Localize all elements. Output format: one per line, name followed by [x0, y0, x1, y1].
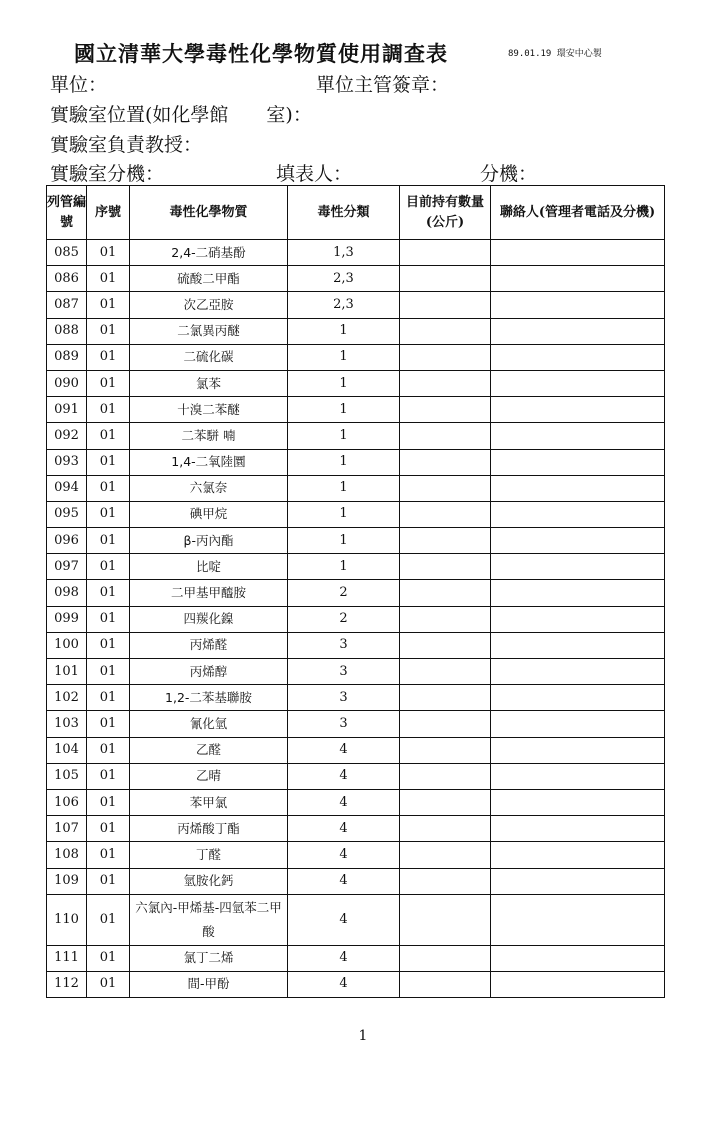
cell-seq: 01	[87, 789, 130, 815]
cell-list-no: 108	[47, 842, 87, 868]
cell-chemical-name: 氫胺化鈣	[130, 868, 288, 894]
cell-list-no: 096	[47, 528, 87, 554]
cell-contact-input[interactable]	[491, 606, 665, 632]
cell-toxicity: 3	[288, 632, 400, 658]
cell-chemical-name: 二甲基甲醯胺	[130, 580, 288, 606]
cell-chemical-name: 乙醛	[130, 737, 288, 763]
cell-toxicity: 1	[288, 501, 400, 527]
cell-toxicity: 1	[288, 318, 400, 344]
cell-seq: 01	[87, 240, 130, 266]
table-row	[47, 842, 665, 868]
cell-seq: 01	[87, 344, 130, 370]
cell-seq: 01	[87, 632, 130, 658]
table-header-row	[47, 186, 665, 240]
cell-seq: 01	[87, 266, 130, 292]
table-row	[47, 659, 665, 685]
cell-seq: 01	[87, 318, 130, 344]
cell-contact-input[interactable]	[491, 685, 665, 711]
cell-contact-input[interactable]	[491, 789, 665, 815]
cell-contact-input[interactable]	[491, 370, 665, 396]
cell-chemical-name: 氯丁二烯	[130, 945, 288, 971]
cell-contact-input[interactable]	[491, 945, 665, 971]
cell-chemical-name: 次乙亞胺	[130, 292, 288, 318]
cell-toxicity: 1	[288, 397, 400, 423]
cell-toxicity: 4	[288, 737, 400, 763]
cell-chemical-name: 苯甲氯	[130, 789, 288, 815]
cell-toxicity: 1,3	[288, 240, 400, 266]
table-row	[47, 554, 665, 580]
cell-toxicity: 1	[288, 423, 400, 449]
header-contact: 聯絡人(管理者電話及分機)	[491, 186, 665, 240]
cell-chemical-name: 二硫化碳	[130, 344, 288, 370]
table-row	[47, 632, 665, 658]
table-row	[47, 423, 665, 449]
cell-seq: 01	[87, 370, 130, 396]
table-row	[47, 528, 665, 554]
cell-list-no: 091	[47, 397, 87, 423]
page-number: 1	[358, 1028, 368, 1044]
cell-contact-input[interactable]	[491, 292, 665, 318]
cell-toxicity: 4	[288, 816, 400, 842]
cell-list-no: 111	[47, 945, 87, 971]
table-row	[47, 816, 665, 842]
cell-chemical-name: 六氯奈	[130, 475, 288, 501]
cell-chemical-name: β-丙內酯	[130, 528, 288, 554]
cell-toxicity: 1	[288, 449, 400, 475]
cell-seq: 01	[87, 475, 130, 501]
cell-list-no: 094	[47, 475, 87, 501]
cell-quantity-input[interactable]	[400, 606, 491, 632]
table-row	[47, 737, 665, 763]
cell-list-no: 092	[47, 423, 87, 449]
cell-list-no: 099	[47, 606, 87, 632]
cell-list-no: 106	[47, 789, 87, 815]
cell-quantity-input[interactable]	[400, 711, 491, 737]
cell-chemical-name: 2,4-二硝基酚	[130, 240, 288, 266]
table-row	[47, 344, 665, 370]
cell-contact-input[interactable]	[491, 868, 665, 894]
cell-chemical-name: 十溴二苯醚	[130, 397, 288, 423]
cell-seq: 01	[87, 868, 130, 894]
cell-list-no: 085	[47, 240, 87, 266]
cell-chemical-name: 丙烯醇	[130, 659, 288, 685]
cell-seq: 01	[87, 737, 130, 763]
cell-seq: 01	[87, 423, 130, 449]
table-row	[47, 868, 665, 894]
cell-contact-input[interactable]	[491, 266, 665, 292]
cell-toxicity: 1	[288, 344, 400, 370]
cell-contact-input[interactable]	[491, 554, 665, 580]
table-row	[47, 945, 665, 971]
cell-list-no: 110	[47, 894, 87, 945]
cell-seq: 01	[87, 685, 130, 711]
cell-chemical-name: 氰化氫	[130, 711, 288, 737]
cell-toxicity: 4	[288, 763, 400, 789]
cell-quantity-input[interactable]	[400, 292, 491, 318]
cell-quantity-input[interactable]	[400, 554, 491, 580]
cell-list-no: 095	[47, 501, 87, 527]
table-row	[47, 894, 665, 945]
cell-chemical-name: 二苯駢 喃	[130, 423, 288, 449]
cell-quantity-input[interactable]	[400, 842, 491, 868]
cell-contact-input[interactable]	[491, 318, 665, 344]
cell-contact-input[interactable]	[491, 580, 665, 606]
cell-seq: 01	[87, 292, 130, 318]
cell-quantity-input[interactable]	[400, 580, 491, 606]
cell-contact-input[interactable]	[491, 816, 665, 842]
table-row	[47, 763, 665, 789]
lab-location-field[interactable]: 實驗室位置(如化學館 室)：	[50, 104, 312, 126]
table-row	[47, 711, 665, 737]
cell-quantity-input[interactable]	[400, 240, 491, 266]
cell-list-no: 100	[47, 632, 87, 658]
cell-quantity-input[interactable]	[400, 266, 491, 292]
cell-quantity-input[interactable]	[400, 632, 491, 658]
header-toxicity: 毒性分類	[288, 186, 400, 240]
cell-contact-input[interactable]	[491, 501, 665, 527]
cell-list-no: 107	[47, 816, 87, 842]
table-row	[47, 266, 665, 292]
cell-quantity-input[interactable]	[400, 737, 491, 763]
cell-list-no: 090	[47, 370, 87, 396]
cell-chemical-name: 硫酸二甲酯	[130, 266, 288, 292]
cell-quantity-input[interactable]	[400, 423, 491, 449]
cell-seq: 01	[87, 449, 130, 475]
cell-chemical-name: 六氯內-甲烯基-四氫苯二甲酸	[130, 894, 288, 945]
cell-quantity-input[interactable]	[400, 370, 491, 396]
cell-quantity-input[interactable]	[400, 475, 491, 501]
cell-quantity-input[interactable]	[400, 501, 491, 527]
table-row	[47, 685, 665, 711]
cell-list-no: 105	[47, 763, 87, 789]
cell-quantity-input[interactable]	[400, 528, 491, 554]
cell-list-no: 102	[47, 685, 87, 711]
cell-toxicity: 2	[288, 606, 400, 632]
cell-quantity-input[interactable]	[400, 868, 491, 894]
cell-chemical-name: 比啶	[130, 554, 288, 580]
cell-quantity-input[interactable]	[400, 344, 491, 370]
extension-field[interactable]: 分機：	[480, 163, 538, 185]
cell-quantity-input[interactable]	[400, 397, 491, 423]
cell-list-no: 086	[47, 266, 87, 292]
cell-contact-input[interactable]	[491, 397, 665, 423]
cell-list-no: 097	[47, 554, 87, 580]
table-row	[47, 292, 665, 318]
cell-chemical-name: 丙烯醛	[130, 632, 288, 658]
filler-field[interactable]: 填表人：	[276, 163, 353, 185]
cell-chemical-name: 碘甲烷	[130, 501, 288, 527]
cell-toxicity: 3	[288, 685, 400, 711]
cell-chemical-name: 丙烯酸丁酯	[130, 816, 288, 842]
cell-chemical-name: 乙晴	[130, 763, 288, 789]
cell-contact-input[interactable]	[491, 528, 665, 554]
cell-toxicity: 2,3	[288, 266, 400, 292]
page-header	[74, 38, 714, 68]
cell-list-no: 089	[47, 344, 87, 370]
cell-list-no: 104	[47, 737, 87, 763]
cell-seq: 01	[87, 580, 130, 606]
cell-seq: 01	[87, 971, 130, 997]
table-row	[47, 370, 665, 396]
cell-toxicity: 1	[288, 475, 400, 501]
cell-toxicity: 4	[288, 868, 400, 894]
cell-quantity-input[interactable]	[400, 449, 491, 475]
header-quantity: 目前持有數量(公斤)	[400, 186, 491, 240]
cell-quantity-input[interactable]	[400, 763, 491, 789]
cell-chemical-name: 二氯異丙醚	[130, 318, 288, 344]
cell-toxicity: 1	[288, 528, 400, 554]
cell-list-no: 088	[47, 318, 87, 344]
cell-contact-input[interactable]	[491, 240, 665, 266]
table-row	[47, 397, 665, 423]
cell-contact-input[interactable]	[491, 423, 665, 449]
cell-contact-input[interactable]	[491, 737, 665, 763]
cell-chemical-name: 四羰化鎳	[130, 606, 288, 632]
cell-chemical-name: 1,4-二氧陸圜	[130, 449, 288, 475]
cell-contact-input[interactable]	[491, 971, 665, 997]
table-row	[47, 789, 665, 815]
cell-contact-input[interactable]	[491, 475, 665, 501]
cell-toxicity: 4	[288, 842, 400, 868]
cell-toxicity: 1	[288, 370, 400, 396]
cell-list-no: 103	[47, 711, 87, 737]
cell-toxicity: 4	[288, 894, 400, 945]
supervisor-seal-field[interactable]: 單位主管簽章：	[316, 74, 450, 96]
cell-list-no: 098	[47, 580, 87, 606]
cell-quantity-input[interactable]	[400, 894, 491, 945]
cell-list-no: 087	[47, 292, 87, 318]
cell-quantity-input[interactable]	[400, 685, 491, 711]
cell-seq: 01	[87, 659, 130, 685]
cell-quantity-input[interactable]	[400, 971, 491, 997]
cell-seq: 01	[87, 554, 130, 580]
cell-contact-input[interactable]	[491, 632, 665, 658]
cell-seq: 01	[87, 842, 130, 868]
form-stamp: 89.01.19 環安中心製	[508, 49, 602, 59]
professor-field[interactable]: 實驗室負責教授：	[50, 134, 203, 156]
cell-list-no: 101	[47, 659, 87, 685]
cell-seq: 01	[87, 945, 130, 971]
header-seq: 序號	[87, 186, 130, 240]
cell-contact-input[interactable]	[491, 711, 665, 737]
header-chemical: 毒性化學物質	[130, 186, 288, 240]
chemical-table	[46, 185, 665, 998]
cell-list-no: 093	[47, 449, 87, 475]
cell-seq: 01	[87, 711, 130, 737]
cell-seq: 01	[87, 397, 130, 423]
cell-toxicity: 4	[288, 945, 400, 971]
cell-list-no: 112	[47, 971, 87, 997]
table-row	[47, 449, 665, 475]
cell-contact-input[interactable]	[491, 344, 665, 370]
cell-chemical-name: 丁醛	[130, 842, 288, 868]
cell-contact-input[interactable]	[491, 894, 665, 945]
cell-seq: 01	[87, 606, 130, 632]
unit-field[interactable]: 單位：	[50, 74, 108, 96]
cell-chemical-name: 間-甲酚	[130, 971, 288, 997]
cell-toxicity: 3	[288, 711, 400, 737]
cell-toxicity: 3	[288, 659, 400, 685]
cell-toxicity: 1	[288, 554, 400, 580]
cell-toxicity: 4	[288, 789, 400, 815]
cell-contact-input[interactable]	[491, 763, 665, 789]
cell-chemical-name: 氯苯	[130, 370, 288, 396]
cell-contact-input[interactable]	[491, 842, 665, 868]
table-row	[47, 501, 665, 527]
cell-quantity-input[interactable]	[400, 789, 491, 815]
table-row	[47, 580, 665, 606]
cell-seq: 01	[87, 501, 130, 527]
cell-quantity-input[interactable]	[400, 659, 491, 685]
table-row	[47, 971, 665, 997]
cell-contact-input[interactable]	[491, 449, 665, 475]
cell-toxicity: 2	[288, 580, 400, 606]
cell-quantity-input[interactable]	[400, 945, 491, 971]
table-row	[47, 240, 665, 266]
cell-toxicity: 4	[288, 971, 400, 997]
cell-quantity-input[interactable]	[400, 318, 491, 344]
cell-seq: 01	[87, 816, 130, 842]
cell-seq: 01	[87, 894, 130, 945]
cell-chemical-name: 1,2-二苯基聯胺	[130, 685, 288, 711]
table-row	[47, 606, 665, 632]
table-row	[47, 475, 665, 501]
cell-seq: 01	[87, 528, 130, 554]
cell-list-no: 109	[47, 868, 87, 894]
table-row	[47, 318, 665, 344]
header-list-no: 列管編號	[47, 186, 87, 240]
cell-seq: 01	[87, 763, 130, 789]
cell-contact-input[interactable]	[491, 659, 665, 685]
cell-quantity-input[interactable]	[400, 816, 491, 842]
cell-toxicity: 2,3	[288, 292, 400, 318]
lab-extension-field[interactable]: 實驗室分機：	[50, 163, 165, 185]
form-title: 國立清華大學毒性化學物質使用調查表	[74, 41, 448, 66]
